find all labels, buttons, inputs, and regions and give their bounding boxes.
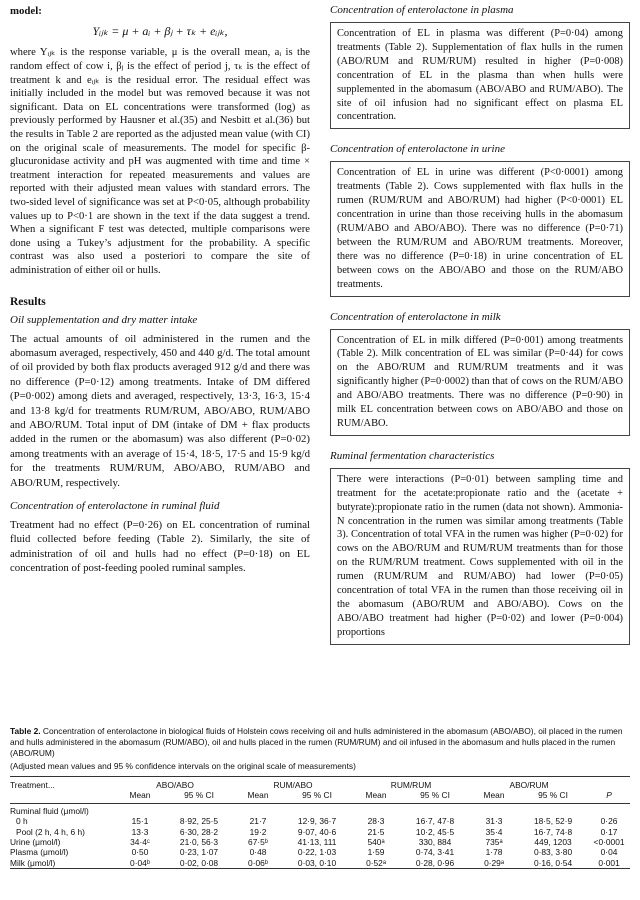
section-label-ruminal: Ruminal fluid (μmol/l) [10,805,89,816]
table-bottom-rule [10,868,630,869]
left-column [10,4,310,576]
mean-cell: 15·1 [131,816,149,827]
table-subcaption: (Adjusted mean values and 95 % confidence intervals on the original scale of measurements) [10,761,356,771]
row-label: Milk (μmol/l) [10,857,56,868]
row-label: 0 h [16,816,28,827]
ci-header: 95 % CI [184,790,214,801]
p-value-cell: 0·001 [598,857,620,868]
plasma-box [330,22,630,129]
ci-cell: 21·0, 56·3 [179,837,219,848]
mean-cell: 35·4 [485,826,503,837]
ci-cell: 0·23, 1·07 [179,847,219,858]
ci-cell: 16·7, 74·8 [533,826,573,837]
ci-header: 95 % CI [538,790,568,801]
p-value-cell: 0·17 [600,826,618,837]
table-row [10,837,630,847]
mean-cell: 0·04ᵇ [130,857,150,868]
mean-header: Mean [129,790,151,801]
ci-cell: 0·22, 1·03 [297,847,337,858]
ci-cell: 41·13, 111 [297,837,337,848]
row-label: Plasma (μmol/l) [10,847,69,858]
plasma-heading: Concentration of enterolactone in plasma [330,4,514,16]
plasma-paragraph: Concentration of EL in plasma was different (P=0·04) among treatments (Table 2). Supplementation of flax hulls in the rumen (ABO/RUM and RUM/RUM) resulted in higher (P=0·008) concentration of EL in the plasma than when hulls were supplemented in the abomasum (ABO/ABO and RUM/ABO). The site of oil infusion had no significant effect on plasma EL concentration. [337,28,623,123]
milk-heading: Concentration of enterolactone in milk [330,310,501,323]
ci-cell: 9·07, 40·6 [297,826,337,837]
ci-cell: 12·9, 36·7 [297,816,337,827]
table-caption [10,726,630,759]
mean-cell: 0·52ᵃ [366,857,386,868]
table-2 [10,726,630,869]
row-label: Urine (μmol/l) [10,837,61,848]
oil-intake-paragraph: The actual amounts of oil administered in the rumen and the abomasum averaged, respectively, 450 and 440 g/d. The total amount of oil provided by both flax products averaged 912 g/d and there was no difference (P=0·12) among treatments. Intake of DM differed (P=0·002) among diets and averaged, respectively, 13·3, 16·3, 15·4 and 13·8 kg/d for treatments RUM/RUM, ABO/ABO, RUM/ABO and ABO/RUM. Total input of DM (intake of DM + flax products added in the rumen or the abomasum) was also different (P=0·02) among treatments with an average of 15·4, 18·5, 17·5 and 15·9 kg/d for the treatments RUM/RUM, ABO/ABO, RUM/ABO and ABO/RUM, respectively. [10,332,310,489]
group-header-abo-rum: ABO/RUM [509,780,549,790]
mean-cell: 0·48 [249,847,267,858]
enterolactone-table [10,777,630,868]
row-label: Pool (2 h, 4 h, 6 h) [16,826,85,837]
table-row [10,847,630,857]
milk-paragraph: Concentration of EL in milk differed (P=0·001) among treatments (Table 2). Milk concentration of EL was similar (P=0·44) for cows on the ABO/RUM and RUM/RUM treatments and it was significantly higher (P=0·0002) than that of cows on the RUM/ABO and ABO/ABO treatments. There was no difference (P=0·90) in milk EL concentration between cows on ABO/ABO and those on RUM/ABO. [337,334,623,429]
ci-header: 95 % CI [302,790,332,801]
urine-box [330,161,630,296]
mean-cell: 540ᵃ [367,837,385,848]
treatment-header: Treatment... [10,780,55,790]
fermentation-paragraph: There were interactions (P=0·01) between sampling time and treatment for the acetate:propionate ratio and the (acetate + butyrate):propionate ratio in the rumen (data not shown). Ammonia-N concentration in the rumen was similar among treatments (Table 3). Concentration of total VFA in the rumen was higher (P=0·02) for cows on the ABO/RUM and RUM/RUM treatments than for those on the RUM/RUM treatment. Cows supplemented with oil in the rumen (RUM/RUM and RUM/ABO) had lower (P=0·05) concentration of total VFA in the rumen than those receiving oil in the abomasum (ABO/RUM and ABO/ABO). Cows on the ABO/ABO treatment had higher (P=0·02) and lower (P=0·004) proportions [337,473,623,638]
results-heading: Results [10,295,46,308]
table-row [10,858,630,868]
table-row [10,827,630,837]
mean-cell: 67·5ᵇ [248,837,268,848]
mean-cell: 31·3 [485,816,503,827]
mean-cell: 1·59 [367,847,385,858]
milk-box [330,329,630,436]
ci-cell: 449, 1203 [534,837,572,848]
mean-header: Mean [483,790,505,801]
model-label: model: [10,5,42,17]
mean-cell: 735ᵃ [485,837,503,848]
right-column [330,4,630,645]
mean-cell: 1·78 [485,847,503,858]
p-value-cell: <0·0001 [593,837,625,848]
ci-cell: 330, 884 [418,837,452,848]
mean-cell: 34·4ᶜ [130,837,150,848]
mean-cell: 13·3 [131,826,149,837]
ci-cell: 0·28, 0·96 [415,857,455,868]
table-caption-label: Table 2. [10,726,41,736]
ci-cell: 0·74, 3·41 [415,847,455,858]
mean-cell: 19·2 [249,826,267,837]
urine-heading: Concentration of enterolactone in urine [330,143,505,156]
ci-cell: 0·83, 3·80 [533,847,573,858]
mean-cell: 21·7 [249,816,267,827]
ci-cell: 18·5, 52·9 [533,816,573,827]
p-header: P [606,790,612,801]
p-value-cell: 0·04 [600,847,618,858]
mean-cell: 21·5 [367,826,385,837]
mean-cell: 0·29ᵃ [484,857,504,868]
ci-cell: 10·2, 45·5 [415,826,455,837]
ci-header: 95 % CI [420,790,450,801]
table-row [10,816,630,826]
model-equation: Yᵢⱼₖ = μ + aᵢ + βⱼ + τₖ + eᵢⱼₖ, [92,24,228,39]
ci-cell: 0·16, 0·54 [533,857,573,868]
p-value-cell: 0·26 [600,816,618,827]
group-header-abo-abo: ABO/ABO [156,780,194,790]
ci-cell: 0·03, 0·10 [297,857,337,868]
mean-header: Mean [365,790,387,801]
mean-cell: 0·06ᵇ [248,857,268,868]
ruminal-fluid-paragraph: Treatment had no effect (P=0·26) on EL concentration of ruminal fluid collected before feeding (Table 2). Similarly, the site of administration of oil and hulls had no effect (P=0·18) on EL concentration of post-feeding pooled ruminal samples. [10,518,310,575]
table-caption-text: Concentration of enterolactone in biological fluids of Holstein cows receiving oil and hulls administered in the abomasum (ABO/ABO), oil placed in the rumen and hulls administered in the abomasum (RUM/ABO), oil and hulls placed in the rumen (RUM/RUM) and oil infused in the abomasum and hulls placed in the rumen (ABO/RUM) [10,726,623,758]
ci-cell: 8·92, 25·5 [179,816,219,827]
ci-cell: 16·7, 47·8 [415,816,455,827]
mean-header: Mean [247,790,269,801]
ci-cell: 6·30, 28·2 [179,826,219,837]
urine-paragraph: Concentration of EL in urine was different (P<0·0001) among treatments (Table 2). Cows supplemented with flax hulls in the rumen (RUM/RUM and ABO/RUM) had higher (P<0·0001) EL concentration in urine than those receiving hulls in the abomasum (RUM/ABO and ABO/ABO). There was no difference (P=0·71) between the RUM/RUM and ABO/RUM treatments. Moreover, there was no difference (P=0·18) in urine concentration of EL between cows on the ABO/ABO and those on the RUM/ABO treatments. [337,167,623,290]
ruminal-fluid-heading: Concentration of enterolactone in ruminal fluid [10,499,220,512]
mean-cell: 28·3 [367,816,385,827]
oil-intake-heading: Oil supplementation and dry matter intake [10,313,198,326]
group-header-rum-abo: RUM/ABO [273,780,313,790]
mean-cell: 0·50 [131,847,149,858]
fermentation-heading: Ruminal fermentation characteristics [330,449,495,462]
fermentation-box [330,468,630,645]
model-description: where Yᵢⱼₖ is the response variable, μ is the overall mean, aᵢ is the random effect of cow i, βⱼ is the effect of period j, τₖ is the effect of treatment k and eᵢⱼₖ is the residual error. The residual effect was initially included in the model but was removed because it was not significant. Data on EL concentrations were transformed (log) as previously performed by Hausner et al.(35) and Nesbitt et al.(36) but the results in Table 2 are reported as the adjusted mean value (with CI) on the original scale of measurements. The model for specific β-glucuronidase activity and pH was augmented with time and time × treatment interaction for repeated measurements and values are reported with their adjusted mean values with standard errors. The two-sided level of significance was set at P<0·05, although probability values up to P<0·1 are shown in the text if the data suggest a trend. When a significant F test was detected, multiple comparisons were done using a Tukey’s adjustment for the probability. A specific contrast was also used a posteriori to compare the site of administration of either oil or hulls. [10,47,310,276]
group-header-rum-rum: RUM/RUM [390,780,432,790]
ci-cell: 0·02, 0·08 [179,857,219,868]
